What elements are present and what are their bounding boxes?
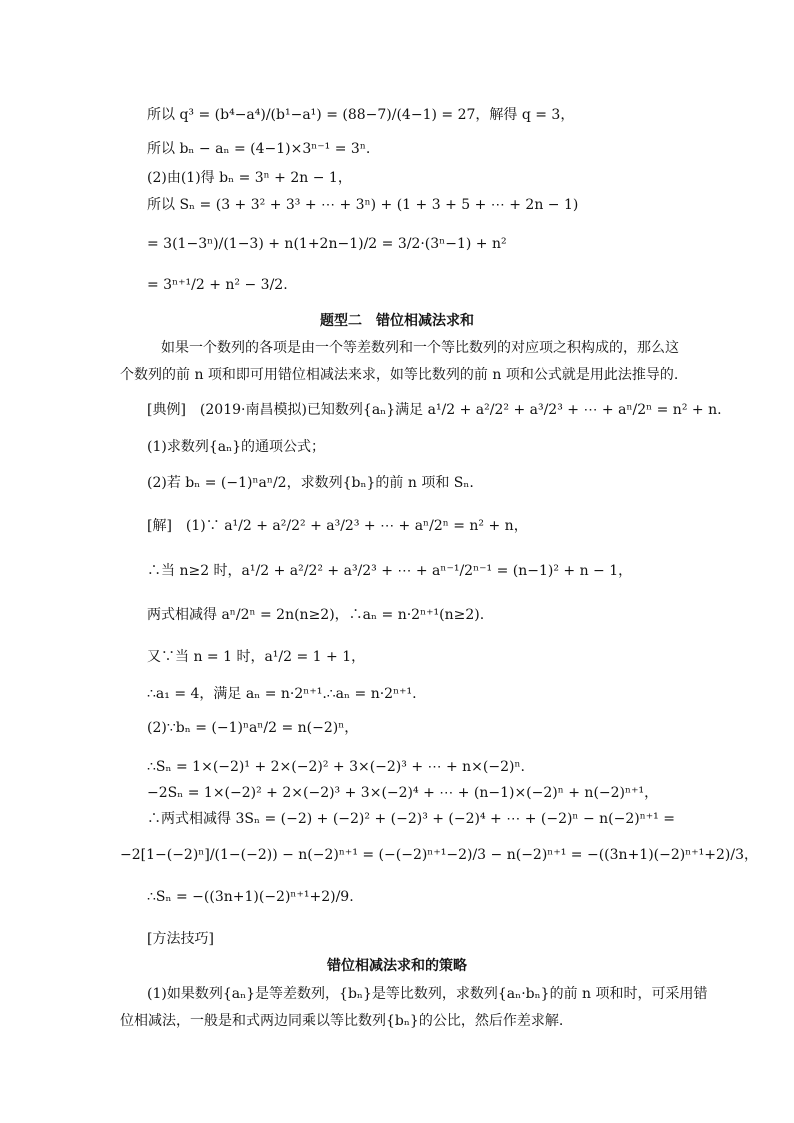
text-line: = 3ⁿ⁺¹/2 + n² − 3/2. [147, 277, 288, 293]
text-line: 所以 Sₙ = (3 + 3² + 3³ + ⋯ + 3ⁿ) + (1 + 3 + 5 + ⋯ + 2n − 1) [147, 197, 579, 213]
text-line: ∴两式相减得 3Sₙ = (−2) + (−2)² + (−2)³ + (−2)⁴ + ⋯ + (−2)ⁿ − n(−2)ⁿ⁺¹ = [147, 811, 675, 827]
text-line: −2[1−(−2)ⁿ]/(1−(−2)) − n(−2)ⁿ⁺¹ = (−(−2)ⁿ⁺¹−2)/3 − n(−2)ⁿ⁺¹ = −((3n+1)(−2)ⁿ⁺¹+2)/3， [120, 847, 759, 863]
text-line: ∴a₁ = 4，满足 aₙ = n·2ⁿ⁺¹.∴aₙ = n·2ⁿ⁺¹. [147, 686, 417, 702]
text-line: (2)由(1)得 bₙ = 3ⁿ + 2n − 1， [147, 170, 352, 186]
text-line: 两式相减得 aⁿ/2ⁿ = 2n(n≥2)，∴aₙ = n·2ⁿ⁺¹(n≥2). [147, 607, 485, 623]
text-line: (2)若 bₙ = (−1)ⁿaⁿ/2，求数列{bₙ}的前 n 项和 Sₙ. [147, 475, 474, 491]
text-line: ∴当 n≥2 时，a¹/2 + a²/2² + a³/2³ + ⋯ + aⁿ⁻¹/2ⁿ⁻¹ = (n−1)² + n − 1， [147, 563, 633, 579]
text-line: 所以 q³ = (b⁴−a⁴)/(b¹−a¹) = (88−7)/(4−1) = 27，解得 q = 3， [147, 107, 575, 123]
text-line: ∴Sₙ = −((3n+1)(−2)ⁿ⁺¹+2)/9. [147, 889, 354, 905]
subsection-heading: 错位相减法求和的策略 [327, 958, 467, 974]
text-line: = 3(1−3ⁿ)/(1−3) + n(1+2n−1)/2 = 3/2·(3ⁿ−1) + n² [147, 236, 507, 252]
text-line: [典例] (2019·南昌模拟)已知数列{aₙ}满足 a¹/2 + a²/2² + a³/2³ + ⋯ + aⁿ/2ⁿ = n² + n. [147, 402, 722, 418]
text-line: (1)如果数列{aₙ}是等差数列，{bₙ}是等比数列，求数列{aₙ·bₙ}的前 n 项和时，可采用错 [147, 986, 708, 1002]
text-line: [方法技巧] [147, 931, 214, 947]
text-line: 所以 bₙ − aₙ = (4−1)×3ⁿ⁻¹ = 3ⁿ. [147, 141, 371, 157]
text-line: 个数列的前 n 项和即可用错位相减法来求，如等比数列的前 n 项和公式就是用此法推导的. [120, 367, 679, 383]
text-line: (2)∵bₙ = (−1)ⁿaⁿ/2 = n(−2)ⁿ， [147, 720, 359, 736]
text-line: [解] (1)∵ a¹/2 + a²/2² + a³/2³ + ⋯ + aⁿ/2ⁿ = n² + n， [147, 518, 528, 534]
text-line: (1)求数列{aₙ}的通项公式； [147, 439, 326, 455]
section-heading: 题型二 错位相减法求和 [320, 313, 474, 329]
text-line: 如果一个数列的各项是由一个等差数列和一个等比数列的对应项之积构成的，那么这 [147, 340, 679, 356]
text-line: ∴Sₙ = 1×(−2)¹ + 2×(−2)² + 3×(−2)³ + ⋯ + n×(−2)ⁿ. [147, 759, 525, 775]
text-line: −2Sₙ = 1×(−2)² + 2×(−2)³ + 3×(−2)⁴ + ⋯ + (n−1)×(−2)ⁿ + n(−2)ⁿ⁺¹， [147, 785, 659, 801]
text-line: 又∵当 n = 1 时，a¹/2 = 1 + 1， [147, 649, 366, 665]
text-line: 位相减法，一般是和式两边同乘以等比数列{bₙ}的公比，然后作差求解. [120, 1013, 564, 1029]
